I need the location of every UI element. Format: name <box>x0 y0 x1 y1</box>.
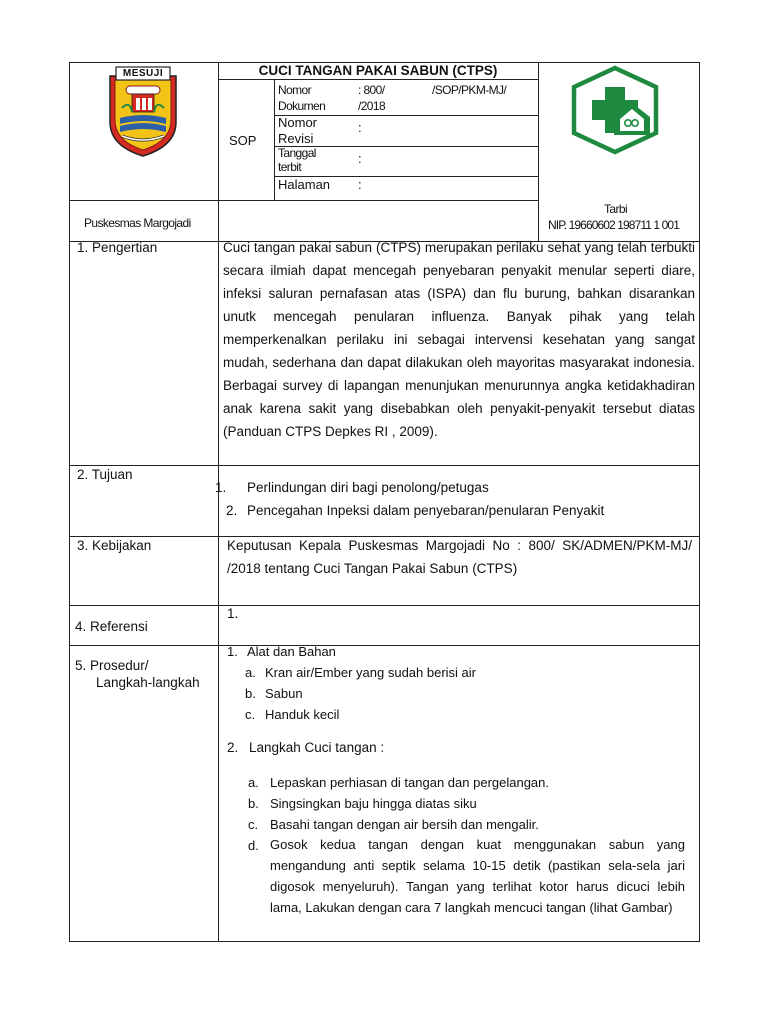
field-label-line: Revisi <box>278 131 314 146</box>
organization-name: Puskesmas Margojadi <box>84 216 191 230</box>
row-divider <box>69 645 700 646</box>
tujuan-item-text: Pencegahan Inpeksi dalam penyebaran/penularan Penyakit <box>247 503 605 518</box>
field-value-halaman: : <box>358 177 362 192</box>
section-label-tujuan: 2. Tujuan <box>77 467 133 482</box>
row-divider <box>69 465 700 466</box>
column-divider-main <box>218 62 219 942</box>
section-label-prosedur: 5. Prosedur/ <box>75 658 149 673</box>
signer-name: Tarbi <box>604 202 628 216</box>
alat-item-letter: a. <box>245 665 256 680</box>
puskesmas-logo <box>570 65 660 155</box>
langkah-item-d-paragraph: Gosok kedua tangan dengan kuat menggunakan sabun yang mengandung anti septik selama 10-15 detik (pastikan sela-sela jari digosok menyeluruh). Tangan yang terlihat kotor harus dicuci lebih lama, Lakukan dengan cara 7 langkah mencuci tangan (lihat Gambar) <box>270 837 685 915</box>
langkah-item-text: Singsingkan baju hingga diatas siku <box>270 796 477 811</box>
tujuan-item-num: 2. <box>226 503 238 518</box>
tujuan-item-num: 1. <box>215 480 227 495</box>
alat-item-letter: b. <box>245 686 256 701</box>
title-underline <box>218 79 538 80</box>
section-text-kebijakan <box>227 534 692 580</box>
langkah-item-text: Lepaskan perhiasan di tangan dan pergelangan. <box>270 775 550 790</box>
field-label-nomor-revisi <box>278 115 317 147</box>
section-text-pengertian <box>223 236 695 443</box>
mesuji-crest <box>106 64 180 158</box>
field-label-line: Nomor <box>278 83 312 97</box>
sop-label: SOP <box>229 133 257 148</box>
pengertian-paragraph: Cuci tangan pakai sabun (CTPS) merupakan perilaku sehat yang telah terbukti secara ilmiah dapat mencegah penyebaran penyakit menular seperti diare, infeksi saluran pernafasan atas (ISPA) dan flu burung, bahkan disarankan unutk mencegah penularan influenza. Banyak pihak yang telah memperkenalkan perilaku ini sebagai intervensi kesehatan yang sangat mudah, sederhana dan dapat dilakukan oleh mayoritas masyarakat indonesia. Berbagai survey di lapangan menunjukan menurunnya angka ketidakhadiran anak karena sakit yang disebabkan oleh penyakit-penyakit tersebut diatas (Panduan CTPS Depkes RI , 2009). <box>223 240 695 439</box>
signer-nip: NIP. 19660602 198711 1 001 <box>548 218 679 232</box>
section-label-referensi: 4. Referensi <box>75 619 148 634</box>
section-label-prosedur-sub: Langkah-langkah <box>96 675 200 690</box>
field-label-nomor-dokumen <box>278 82 325 114</box>
referensi-item-num: 1. <box>227 606 239 621</box>
langkah-item-letter: c. <box>248 817 259 832</box>
section-label-pengertian: 1. Pengertian <box>77 240 158 255</box>
crest-label: MESUJI <box>122 68 164 79</box>
kebijakan-paragraph: Keputusan Kepala Puskesmas Margojadi No : 800/ SK/ADMEN/PKM-MJ/ /2018 tentang Cuci Tangan Pakai Sabun (CTPS) <box>227 538 692 576</box>
alat-item-text: Kran air/Ember yang sudah berisi air <box>265 665 476 680</box>
field-value-tanggal-terbit: : <box>358 151 362 166</box>
section-label-kebijakan: 3. Kebijakan <box>77 538 152 553</box>
field-value-nomor-dokumen-sop: /SOP/PKM-MJ/ <box>432 83 507 97</box>
alat-item-letter: c. <box>245 707 256 722</box>
document-title: CUCI TANGAN PAKAI SABUN (CTPS) <box>258 63 498 78</box>
row-divider <box>69 605 700 606</box>
field-label-line: terbit <box>278 160 302 174</box>
header-divider <box>69 200 539 201</box>
alat-item-text: Handuk kecil <box>265 707 340 722</box>
langkah-item-text: Basahi tangan dengan air bersih dan mengalir. <box>270 817 539 832</box>
tujuan-item-text: Perlindungan diri bagi penolong/petugas <box>247 480 489 495</box>
field-label-halaman: Halaman <box>278 177 331 192</box>
column-divider-logo <box>538 62 539 242</box>
langkah-title: Langkah Cuci tangan : <box>249 740 385 755</box>
field-value-nomor-dokumen-year: /2018 <box>358 99 386 113</box>
puskesmas-logo-image <box>570 65 660 155</box>
alat-item-text: Sabun <box>265 686 303 701</box>
langkah-item-letter: a. <box>248 775 259 790</box>
field-label-line: Nomor <box>278 115 318 130</box>
field-label-line: Tanggal <box>278 146 316 160</box>
langkah-item-text-long <box>270 834 685 918</box>
langkah-item-letter: b. <box>248 796 259 811</box>
langkah-item-letter: d. <box>248 838 259 853</box>
langkah-num: 2. <box>227 740 239 755</box>
field-value-nomor-dokumen: : 800/ <box>358 83 385 97</box>
alat-num: 1. <box>227 644 238 659</box>
field-value-nomor-revisi: : <box>358 120 362 135</box>
field-label-tanggal-terbit <box>278 146 316 174</box>
alat-title: Alat dan Bahan <box>247 644 336 659</box>
field-label-line: Dokumen <box>278 99 326 113</box>
column-divider-sop <box>274 79 275 201</box>
